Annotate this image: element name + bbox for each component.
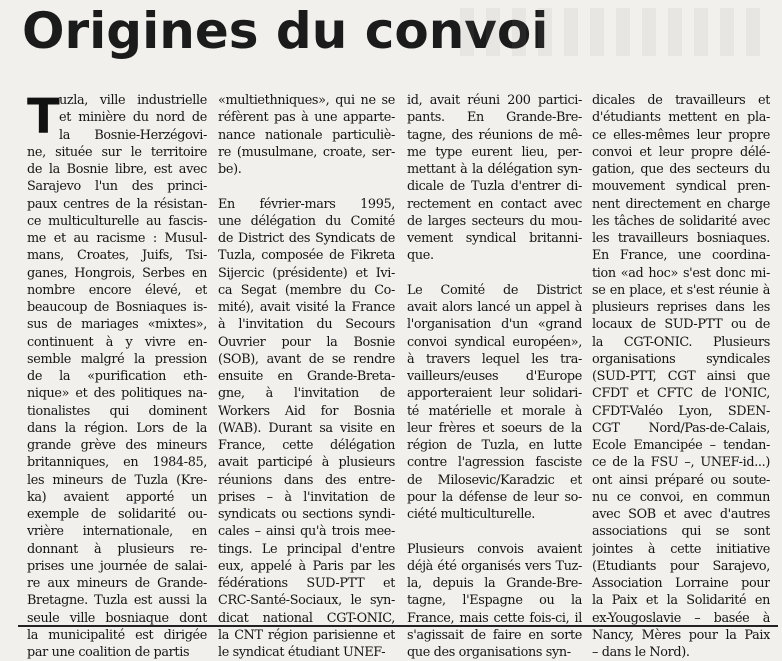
text-line: que. — [407, 248, 434, 264]
text-line: France, mais cette fois-ci, il — [407, 610, 582, 626]
text-line: tionalistes qui dominent — [27, 403, 207, 419]
text-line: de larges secteurs du mou- — [407, 213, 582, 229]
text-line: gation, que des secteurs du — [592, 162, 770, 177]
text-line: leur frères et soeurs de la — [407, 420, 582, 436]
text-line: Tuzla, composée de Fikreta — [218, 248, 395, 264]
text-line: exemple de solidarité ou- — [27, 507, 207, 522]
text-line: eux, appelé à Paris par les — [218, 558, 395, 574]
text-line: contre l'agression fasciste — [407, 455, 582, 471]
text-line: les mineurs de Tuzla (Kre- — [27, 472, 207, 488]
text-line: fédérations SUD-PTT et — [218, 576, 395, 591]
text-line: be). — [218, 162, 242, 177]
text-line: pour la défense de leur so- — [407, 489, 582, 505]
text-line: beaucoup de Bosniaques is- — [27, 300, 207, 315]
text-line: Sarajevo l'un des princi- — [27, 179, 207, 195]
text-line: dicat national CGT-ONIC, — [218, 610, 395, 626]
text-line: ex-Yougoslavie – basée à — [592, 610, 770, 626]
text-line: re aux mineurs de Grande- — [27, 576, 207, 591]
text-line: convoi et leur propre délé- — [592, 144, 770, 160]
text-line: cales – ainsi qu'à trois mee- — [218, 524, 395, 540]
text-line: que des organisations syn- — [407, 645, 571, 660]
text-line: continuent à y vivre en- — [27, 334, 207, 350]
text-line: – dans le Nord). — [592, 645, 690, 660]
text-line: avait participé à plusieurs — [218, 455, 395, 471]
text-line: et minière du nord de — [59, 110, 207, 126]
text-line: me et au racisme : Musul- — [27, 231, 207, 246]
text-line: de District des Syndicats de — [218, 231, 395, 246]
text-line: britanniques, en 1984-85, — [27, 455, 207, 471]
text-line: me type eurent lieu, per- — [407, 144, 582, 160]
text-line: CRC-Santé-Sociaux, le syn- — [218, 593, 395, 609]
text-line: prises une journée de salai- — [27, 558, 207, 574]
text-line: mettant à la délégation syn- — [407, 162, 582, 177]
text-line: CFDT et CFTC de l'ONIC, — [592, 386, 770, 402]
article-column-1 — [27, 89, 207, 661]
text-line: Sijercic (présidente) et Ivi- — [218, 265, 395, 281]
text-line: ce elles-mêmes leur propre — [592, 127, 770, 143]
text-line: CFDT-Valéo Lyon, SDEN- — [592, 403, 770, 419]
text-line: Bretagne. Tuzla est aussi la — [27, 593, 207, 609]
text-line: donnant à plusieurs re- — [27, 541, 207, 557]
text-line: région de Tuzla, en lutte — [407, 438, 582, 453]
text-line: Ecole Emancipée – tendan- — [592, 438, 770, 453]
text-line: réfèrent pas à une apparte- — [218, 110, 395, 126]
text-line: syndicats ou sections syndi- — [218, 507, 395, 522]
text-line: la, depuis la Grande-Bre- — [407, 576, 582, 591]
text-line: prises – à l'invitation de — [218, 489, 395, 505]
text-line: de la Bosnie libre, est avec — [27, 162, 207, 177]
text-line: nombre encore élevé, et — [27, 282, 207, 298]
text-line: ont ainsi préparé ou soute- — [592, 472, 770, 488]
text-line: Le Comité de District — [407, 282, 582, 298]
text-line: Workers Aid for Bosnia — [218, 403, 395, 419]
text-line: les tâches de solidarité avec — [592, 213, 770, 229]
paragraph-gap — [407, 523, 582, 540]
text-line: vailleurs/euses d'Europe — [407, 369, 582, 384]
text-line: Nancy, Mères pour la Paix — [592, 627, 770, 643]
text-line: se en place, et s'est réunie à — [592, 282, 770, 298]
text-line: gne, à l'invitation de — [218, 386, 395, 402]
text-line: té matérielle et morale à — [407, 403, 582, 419]
text-line: ciété multiculturelle. — [407, 507, 536, 522]
text-line: une délégation du Comité — [218, 213, 395, 229]
text-line: sus de mariages «mixtes», — [27, 317, 207, 333]
text-line: France, cette délégation — [218, 438, 395, 453]
bleed-through-shadow — [460, 8, 772, 56]
text-line: jointes à cette initiative — [592, 541, 770, 557]
text-line: organisations syndicales — [592, 351, 770, 367]
text-line: la Paix et la Solidarité en — [592, 593, 770, 609]
text-line: dicale de Tuzla d'entrer di- — [407, 179, 582, 195]
text-line: déjà été organisés vers Tuz- — [407, 558, 582, 574]
text-line: tion «ad hoc» s'est donc mi- — [592, 265, 770, 281]
text-line: la municipalité est dirigée — [27, 627, 207, 643]
text-line: par une coalition de partis — [27, 645, 190, 660]
text-line: (SUD-PTT, CGT ainsi que — [592, 369, 770, 384]
text-line: mans, Croates, Juifs, Tsi- — [27, 248, 207, 264]
text-line: En France, une coordina- — [592, 248, 770, 264]
text-line: à l'invitation du Secours — [218, 317, 395, 333]
text-line: la Bosnie-Herzégovi- — [59, 127, 207, 143]
text-line: vement syndical britanni- — [407, 231, 582, 246]
text-line: s'agissait de faire en sorte — [407, 627, 582, 643]
text-line: En février-mars 1995, — [218, 196, 395, 212]
text-line: la CNT région parisienne et — [218, 627, 395, 643]
text-line: convoi syndical européen», — [407, 334, 582, 350]
text-line: nent directement en charge — [592, 196, 770, 212]
text-line: paux centres de la résistan- — [27, 196, 207, 212]
text-line: dans la région. Lors de la — [27, 420, 207, 436]
text-line: de la «purification eth- — [27, 369, 207, 384]
text-line: (Etudiants pour Sarajevo, — [592, 558, 770, 574]
text-line: avec SOB et avec d'autres — [592, 507, 770, 522]
article-column-2 — [218, 92, 395, 661]
text-line: seule ville bosniaque dont — [27, 610, 207, 626]
text-line: d'étudiants mettent en pla- — [592, 110, 770, 126]
text-line: ce de la FSU –, UNEF-id...) — [592, 455, 770, 471]
drop-cap: T — [27, 89, 60, 145]
text-line: ensuite en Grande-Breta- — [218, 369, 395, 384]
text-line: ne, située sur le territoire — [27, 144, 207, 160]
text-line: rectement en contact avec — [407, 196, 582, 212]
text-line: à travers lequel les tra- — [407, 351, 582, 367]
text-line: (SOB), avant de se rendre — [218, 351, 395, 367]
text-line: ce multiculturelle au fascis- — [27, 213, 207, 229]
text-line: ka) avaient apporté un — [27, 489, 207, 505]
text-line: tagne, l'Espagne ou la — [407, 593, 582, 609]
text-line: semble malgré la pression — [27, 351, 207, 367]
text-line: dicales de travailleurs et — [592, 93, 770, 108]
text-line: uzla, ville industrielle — [59, 93, 207, 108]
article-column-3 — [407, 92, 582, 661]
article-column-4 — [592, 92, 770, 661]
text-line: nu ce convoi, en commun — [592, 489, 770, 505]
text-line: nique» et des politiques na- — [27, 386, 207, 402]
text-line: l'organisation d'un «grand — [407, 317, 582, 333]
paragraph-gap — [218, 178, 395, 195]
text-line: réunions dans des entre- — [218, 472, 395, 488]
text-line: associations qui se sont — [592, 524, 770, 540]
text-line: re (musulmane, croate, ser- — [218, 144, 395, 160]
text-line: mité), avait visité la France — [218, 300, 395, 315]
text-line: la CGT-ONIC. Plusieurs — [592, 334, 770, 350]
text-line: les travailleurs bosniaques. — [592, 231, 770, 246]
text-line: tings. Le principal d'entre — [218, 541, 395, 557]
text-line: mouvement syndical pren- — [592, 179, 770, 195]
text-line: (WAB). Durant sa visite en — [218, 420, 395, 436]
text-line: id, avait réuni 200 partici- — [407, 93, 582, 108]
paragraph-gap — [407, 265, 582, 282]
text-line: apporteraient leur solidari- — [407, 386, 582, 402]
text-line: pants. En Grande-Bre- — [407, 110, 582, 126]
text-line: «multiethniques», qui ne se — [218, 93, 395, 108]
text-line: le syndicat étudiant UNEF- — [218, 645, 386, 660]
text-line: Association Lorraine pour — [592, 576, 770, 591]
text-line: plusieurs reprises dans les — [592, 300, 770, 315]
text-line: tagne, des réunions de mê- — [407, 127, 582, 143]
text-line: vrière internationale, en — [27, 524, 207, 540]
bottom-rule — [18, 625, 778, 627]
text-line: CGT Nord/Pas-de-Calais, — [592, 420, 770, 436]
text-line: de Milosevic/Karadzic et — [407, 472, 582, 488]
text-line: Ouvrier pour la Bosnie — [218, 334, 395, 350]
text-line: ganes, Hongrois, Serbes en — [27, 265, 207, 281]
text-line: ca Segat (membre du Co- — [218, 282, 395, 298]
text-line: nance nationale particuliè- — [218, 127, 395, 143]
text-line: avait alors lancé un appel à — [407, 300, 582, 315]
article-title: Origines du convoi — [22, 2, 549, 60]
text-line: Plusieurs convois avaient — [407, 541, 582, 557]
text-line: locaux de SUD-PTT ou de — [592, 317, 770, 333]
text-line: grande grève des mineurs — [27, 438, 207, 453]
